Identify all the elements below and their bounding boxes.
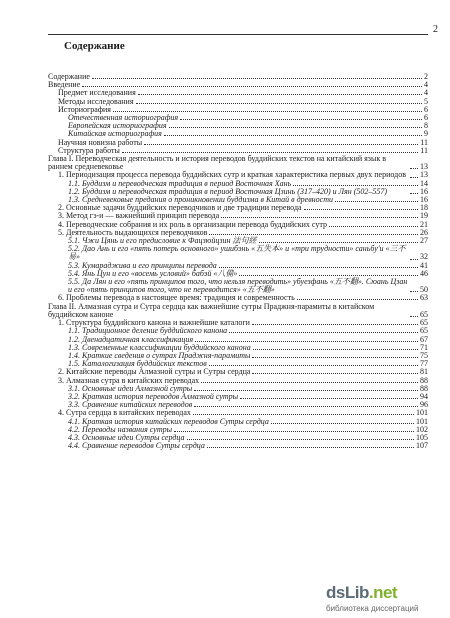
toc-entry-title: Европейская историография	[68, 121, 167, 131]
toc-entry-title: Введение	[48, 80, 81, 90]
toc-entry-page: 18	[420, 203, 428, 213]
toc-entry-page: 32	[420, 252, 428, 262]
toc-entry-page: 101	[416, 416, 428, 426]
toc-entry-page: 46	[420, 268, 428, 278]
toc-entry-page: 4	[424, 80, 428, 90]
toc-entry-title: 1. Структура буддийского канона и важнейшие каталоги	[58, 318, 250, 328]
toc-entry-page: 26	[420, 227, 428, 237]
dot-leader	[410, 168, 418, 169]
toc-entry-title: 1.2. Буддизм и переводческая традиция в период Восточная Цзинь (317–420) и Лян (502–557)	[68, 186, 388, 196]
dot-leader	[136, 103, 422, 104]
toc-entry[interactable]	[48, 442, 428, 450]
dot-leader	[239, 275, 418, 276]
toc-entry-page: 9	[424, 129, 428, 139]
dot-leader	[221, 217, 418, 218]
toc-entry-page: 75	[420, 350, 428, 360]
dot-leader	[252, 373, 418, 374]
toc-entry-page: 101	[416, 408, 428, 418]
watermark-subtitle: библиотека диссертаций	[326, 604, 419, 613]
toc-entry-title: 4. Переводческие собрания и их роль в организации перевода буддийских сутр	[58, 219, 327, 229]
dot-leader	[335, 201, 418, 202]
dot-leader	[259, 242, 418, 243]
toc-entry-page: 6	[424, 113, 428, 123]
dot-leader	[329, 226, 418, 227]
logo-suffix: .net	[368, 583, 398, 602]
toc-entry-title: 6. Проблемы перевода в настоящее время: традиция и современность	[58, 293, 295, 303]
toc-entry-title: Структура работы	[58, 145, 120, 155]
toc-entry-page: 63	[420, 293, 428, 303]
dot-leader	[113, 111, 422, 112]
toc-entry-page: 13	[420, 170, 428, 180]
dot-leader	[252, 324, 418, 325]
toc-entry-title: Глава I. Переводческая деятельность и история переводов буддийских текстов на китайский язык в раннем средневековье	[48, 154, 387, 172]
toc-entry-page: 11	[420, 137, 428, 147]
toc-entry-page: 5	[424, 96, 428, 106]
toc-entry-page: 81	[420, 367, 428, 377]
dot-leader	[410, 177, 418, 178]
toc-entry-page: 94	[420, 391, 428, 401]
toc-entry-page: 2	[424, 72, 428, 81]
toc-entry-page: 41	[420, 260, 428, 270]
toc-entry-title: 1.2. Двенадцатичная классификация	[68, 334, 194, 344]
toc-entry-title: Историография	[58, 104, 111, 114]
dot-leader	[194, 406, 418, 407]
toc-entry-title: 1. Периодизация процесса перевода буддийских сутр и краткая характеристика первых двух периодов	[58, 170, 407, 180]
toc-entry-page: 88	[420, 383, 428, 393]
dot-leader	[253, 349, 418, 350]
toc-entry-page: 88	[420, 375, 428, 385]
toc-entry-page: 65	[420, 326, 428, 336]
toc-entry[interactable]	[48, 245, 428, 261]
toc-entry-title: 1.1. Традиционное деление буддийского канона	[68, 326, 228, 336]
dot-leader	[92, 78, 422, 79]
toc-entry-title: 1.4. Краткие сведения о сутрах Праджня-парамиты	[68, 350, 251, 360]
toc-entry-page: 102	[416, 424, 428, 434]
dot-leader	[122, 152, 418, 153]
toc-entry-title: Содержание	[48, 72, 90, 81]
dslib-watermark[interactable]	[326, 583, 446, 615]
dot-leader	[169, 127, 422, 128]
toc-entry-title: 1.3. Средневековые предания о проникновении буддизма в Китай в древности	[68, 195, 333, 205]
toc-entry-title: 1.3. Современные классификации буддийского канона	[68, 342, 251, 352]
toc-entry-title: 4.3. Основные идеи Сутры сердца	[68, 432, 185, 442]
dot-leader	[229, 332, 418, 333]
toc-entry-title: 2. Китайские переводы Алмазной сутры и Сутры сердца	[58, 367, 251, 377]
toc-entry-page: 71	[420, 342, 428, 352]
toc-entry-title: Научная новизна работы	[58, 137, 143, 147]
toc-entry-title: 3.3. Сравнение китайских переводов	[68, 400, 193, 410]
toc-entry-title: 4.4. Сравнение переводов Сутры сердца	[68, 441, 205, 451]
toc-entry-page: 6	[424, 104, 428, 114]
toc-entry-page: 96	[420, 400, 428, 410]
logo-text: dsLib	[326, 583, 369, 602]
toc-entry-title: 5.4. Янь Цун и его «восемь условий» бабэй «八備»	[68, 268, 238, 278]
toc-entry-page: 16	[420, 195, 428, 205]
toc-entry-page: 50	[420, 285, 428, 295]
dot-leader	[138, 94, 422, 95]
toc-entry-title: 5.5. Да Лян и его «пять принципов того, что нельзя переводить» убуезфань «五不翻». Сюань Цзан и его «пять принципов того, что не переводится» «五不翻»	[68, 277, 408, 295]
dot-leader	[209, 365, 418, 366]
toc-entry[interactable]	[48, 155, 428, 171]
toc-entry-page: 27	[420, 236, 428, 246]
toc-entry-title: 5.1. Чжи Цянь и его предисловие к Фацзюйцзин 法句經	[68, 236, 257, 246]
dot-leader	[410, 316, 418, 317]
toc-entry-title: 3.1. Основные идеи Алмазной сутры	[68, 383, 193, 393]
toc-entry-title: Глава II. Алмазная сутра и Сутра сердца как важнейшие сутры Праджня-парамиты в китайском буддийском каноне	[48, 301, 375, 319]
toc-entry-page: 13	[420, 162, 428, 172]
toc-entry-title: 2. Основные задачи буддийских переводчиков и две традиции перевода	[58, 203, 302, 213]
dot-leader	[304, 209, 418, 210]
dot-leader	[410, 193, 418, 194]
toc-entry[interactable]	[48, 73, 428, 81]
toc-entry-page: 19	[420, 211, 428, 221]
toc-entry-page: 11	[420, 145, 428, 155]
toc-entry-title: 5. Деятельность выдающихся переводчиков	[58, 227, 208, 237]
dot-leader	[240, 398, 418, 399]
toc-entry[interactable]	[48, 303, 428, 319]
toc-entry-title: Методы исследования	[58, 96, 134, 106]
dot-leader	[297, 299, 418, 300]
toc-entry-title: 5.2. Дао Ань и его «пять потерь основного» ушибэнь «五失本» и «три трудности» саньбу'и «三不易»	[68, 244, 406, 262]
toc-entry-title: 3. Алмазная сутра в китайских переводах	[58, 375, 200, 385]
dot-leader	[410, 259, 418, 260]
toc-entry-page: 67	[420, 334, 428, 344]
dslib-logo	[326, 583, 397, 603]
toc-entry-page: 8	[424, 121, 428, 131]
toc-entry-page: 105	[416, 432, 428, 442]
toc-entry-page: 65	[420, 318, 428, 328]
dot-leader	[164, 135, 422, 136]
dot-leader	[195, 341, 418, 342]
dot-leader	[271, 423, 414, 424]
toc-entry-page: 77	[420, 359, 428, 369]
toc-entry-title: Отечественная историография	[68, 113, 179, 123]
toc-entry[interactable]	[48, 278, 428, 294]
dot-leader	[82, 86, 422, 87]
toc-entry-page: 4	[424, 88, 428, 98]
contents-heading: Содержание	[64, 40, 125, 52]
toc-entry-page: 107	[416, 441, 428, 451]
dot-leader	[201, 382, 418, 383]
toc-entry-title: 4. Сутра сердца в китайских переводах	[58, 408, 191, 418]
dot-leader	[180, 119, 422, 120]
toc-entry-title: 3. Метод гэ-и — важнейший принцип перевода	[58, 211, 220, 221]
toc-entry-title: 4.1. Краткая история китайских переводов Сутры сердца	[68, 416, 269, 426]
toc-entry-title: 3.2. Краткая история переводов Алмазной сутры	[68, 391, 239, 401]
dot-leader	[252, 357, 418, 358]
toc-entry-title: 1.1. Буддизм и переводческая традиция в период Восточная Хань	[68, 178, 292, 188]
toc-entry-page: 65	[420, 309, 428, 319]
page-number: 2	[433, 24, 438, 35]
toc-entry-title: 5.3. Кумараджива и его принципы перевода	[68, 260, 217, 270]
header-rule	[48, 34, 428, 35]
dot-leader	[293, 185, 418, 186]
table-of-contents	[48, 73, 428, 450]
dot-leader	[174, 431, 414, 432]
toc-entry-title: Предмет исследования	[58, 88, 136, 98]
toc-entry-page: 21	[420, 219, 428, 229]
dot-leader	[193, 414, 414, 415]
toc-entry-title: Китайская историография	[68, 129, 162, 139]
dot-leader	[187, 439, 414, 440]
dot-leader	[207, 447, 414, 448]
dot-leader	[209, 234, 418, 235]
toc-entry-title: 1.5. Каталогизация буддийских текстов	[68, 359, 207, 369]
toc-entry-page: 16	[420, 186, 428, 196]
dot-leader	[144, 144, 418, 145]
dot-leader	[410, 291, 418, 292]
dot-leader	[219, 267, 418, 268]
toc-entry-title: 4.2. Переводы названия сутры	[68, 424, 173, 434]
toc-entry-page: 14	[420, 178, 428, 188]
dot-leader	[194, 390, 418, 391]
